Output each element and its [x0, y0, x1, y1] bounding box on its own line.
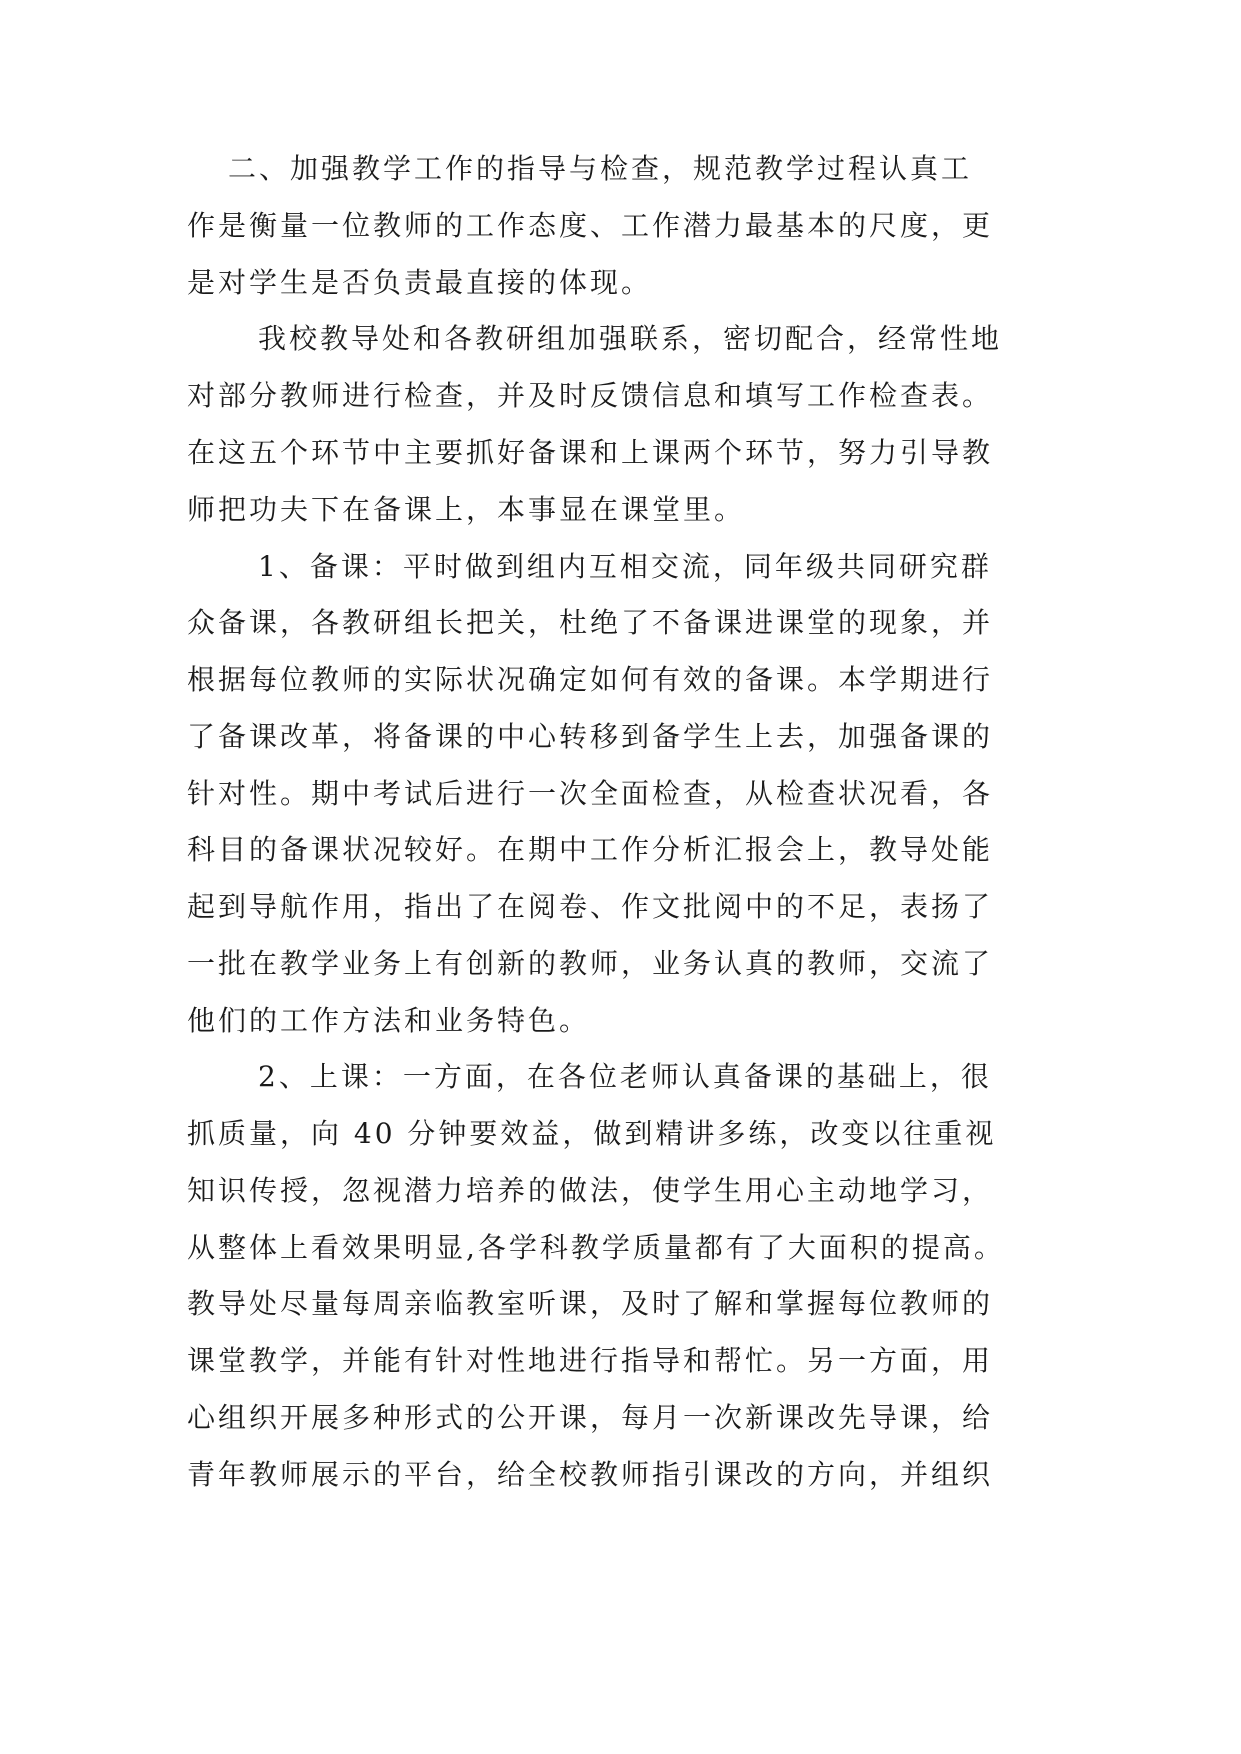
text-line: 教导处尽量每周亲临教室听课，及时了解和掌握每位教师的 — [187, 1287, 994, 1320]
text-line: 师把功夫下在备课上，本事显在课堂里。 — [187, 493, 746, 526]
text-line: 是对学生是否负责最直接的体现。 — [187, 266, 653, 299]
text-line: 知识传授，忽视潜力培养的做法，使学生用心主动地学习， — [187, 1174, 994, 1207]
text-line: 针对性。期中考试后进行一次全面检查，从检查状况看，各 — [187, 777, 994, 810]
text-line: 2、上课：一方面，在各位老师认真备课的基础上，很 — [258, 1060, 992, 1093]
text-line: 众备课，各教研组长把关，杜绝了不备课进课堂的现象，并 — [187, 606, 994, 639]
text-line: 作是衡量一位教师的工作态度、工作潜力最基本的尺度，更 — [187, 209, 994, 242]
text-line: 起到导航作用，指出了在阅卷、作文批阅中的不足，表扬了 — [187, 890, 994, 923]
text-line: 1、备课：平时做到组内互相交流，同年级共同研究群 — [258, 550, 992, 583]
text-line: 一批在教学业务上有创新的教师，业务认真的教师，交流了 — [187, 947, 994, 980]
text-line: 根据每位教师的实际状况确定如何有效的备课。本学期进行 — [187, 663, 994, 696]
text-line: 二、加强教学工作的指导与检查，规范教学过程认真工 — [228, 152, 973, 185]
text-line: 抓质量，向 40 分钟要效益，做到精讲多练，改变以往重视 — [187, 1117, 997, 1150]
text-line: 了备课改革，将备课的中心转移到备学生上去，加强备课的 — [187, 720, 994, 753]
text-line: 科目的备课状况较好。在期中工作分析汇报会上，教导处能 — [187, 833, 994, 866]
text-line: 青年教师展示的平台，给全校教师指引课改的方向，并组织 — [187, 1458, 994, 1491]
text-line: 对部分教师进行检查，并及时反馈信息和填写工作检查表。 — [187, 379, 994, 412]
text-line: 课堂教学，并能有针对性地进行指导和帮忙。另一方面，用 — [187, 1344, 994, 1377]
text-line: 心组织开展多种形式的公开课，每月一次新课改先导课，给 — [187, 1401, 994, 1434]
text-line: 在这五个环节中主要抓好备课和上课两个环节，努力引导教 — [187, 436, 994, 469]
text-line: 从整体上看效果明显,各学科教学质量都有了大面积的提高。 — [187, 1231, 1005, 1264]
text-line: 他们的工作方法和业务特色。 — [187, 1004, 591, 1037]
text-line: 我校教导处和各教研组加强联系，密切配合，经常性地 — [258, 322, 1003, 355]
